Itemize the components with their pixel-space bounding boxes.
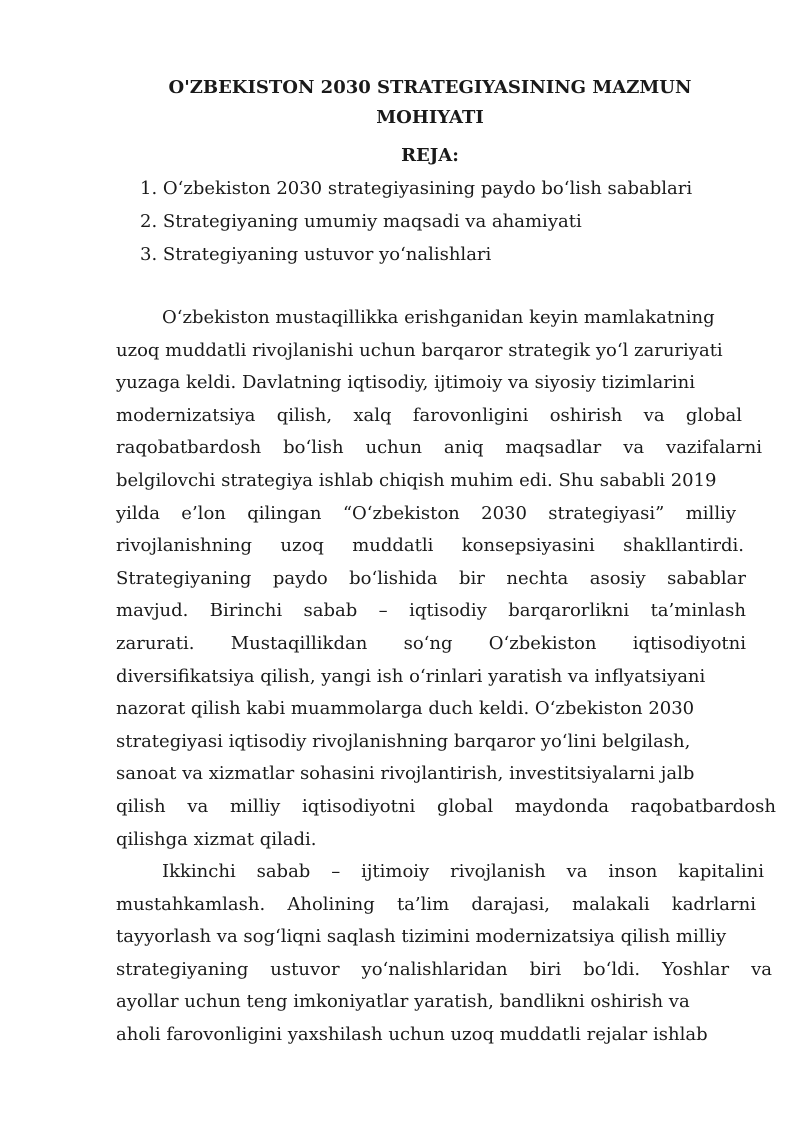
title-line-2: MOHIYATI — [376, 107, 484, 128]
paragraph-line: zarurati. Mustaqillikdan so‘ng O‘zbekiston iqtisodiyotni — [116, 632, 746, 654]
body-text — [116, 302, 776, 1052]
paragraph-line: sanoat va xizmatlar sohasini rivojlantirish, investitsiyalarni jalb — [116, 763, 695, 785]
plan-item: 2. Strategiyaning umumiy maqsadi va ahamiyati — [140, 211, 582, 232]
paragraph-line: mavjud. Birinchi sabab – iqtisodiy barqarorlikni ta’minlash — [116, 600, 746, 622]
paragraph-line: aholi farovonligini yaxshilash uchun uzoq muddatli rejalar ishlab — [116, 1024, 708, 1046]
paragraph-line: belgilovchi strategiya ishlab chiqish muhim edi. Shu sababli 2019 — [116, 469, 717, 491]
paragraph-line: rivojlanishning uzoq muddatli konsepsiyasini shakllantirdi. — [116, 535, 744, 557]
paragraph-line: tayyorlash va sog‘liqni saqlash tizimini modernizatsiya qilish milliy — [116, 926, 727, 948]
plan-item: 3. Strategiyaning ustuvor yo‘nalishlari — [140, 244, 492, 265]
paragraph-line: Strategiyaning paydo bo‘lishida bir nechta asosiy sabablar — [116, 567, 746, 589]
paragraph-line: raqobatbardosh bo‘lish uchun aniq maqsadlar va vazifalarni — [116, 437, 762, 459]
paragraph-line: mustahkamlash. Aholining ta’lim darajasi, malakali kadrlarni — [116, 893, 756, 915]
paragraph-line: diversifikatsiya qilish, yangi ish o‘rinlari yaratish va inflyatsiyani — [116, 665, 706, 687]
paragraph-line: yilda e’lon qilingan “O‘zbekiston 2030 strategiyasi” milliy — [116, 502, 736, 524]
paragraph-line: O‘zbekiston mustaqillikka erishganidan keyin mamlakatning — [162, 307, 715, 328]
paragraph-line: strategiyaning ustuvor yo‘nalishlaridan biri bo‘ldi. Yoshlar va — [116, 958, 772, 980]
paragraph-line: yuzaga keldi. Davlatning iqtisodiy, ijtimoiy va siyosiy tizimlarini — [116, 372, 695, 394]
plan-item: 1. O‘zbekiston 2030 strategiyasining paydo bo‘lish sabablari — [140, 178, 693, 199]
plan-list — [140, 172, 692, 271]
document-title — [140, 73, 720, 133]
plan-heading: REJA: — [401, 145, 459, 166]
paragraph-line: modernizatsiya qilish, xalq farovonligini oshirish va global — [116, 404, 742, 426]
title-line-1: O'ZBEKISTON 2030 STRATEGIYASINING MAZMUN — [168, 77, 692, 98]
paragraph-line: qilishga xizmat qiladi. — [116, 828, 317, 850]
paragraph-line: ayollar uchun teng imkoniyatlar yaratish, bandlikni oshirish va — [116, 991, 690, 1013]
paragraph-line: nazorat qilish kabi muammolarga duch keldi. O‘zbekiston 2030 — [116, 698, 695, 720]
paragraph-line: qilish va milliy iqtisodiyotni global maydonda raqobatbardosh — [116, 795, 776, 817]
paragraph-line: uzoq muddatli rivojlanishi uchun barqaror strategik yo‘l zaruriyati — [116, 339, 723, 361]
paragraph-line: Ikkinchi sabab – ijtimoiy rivojlanish va inson kapitalini — [162, 861, 764, 883]
paragraph-line: strategiyasi iqtisodiy rivojlanishning barqaror yo‘lini belgilash, — [116, 730, 691, 752]
